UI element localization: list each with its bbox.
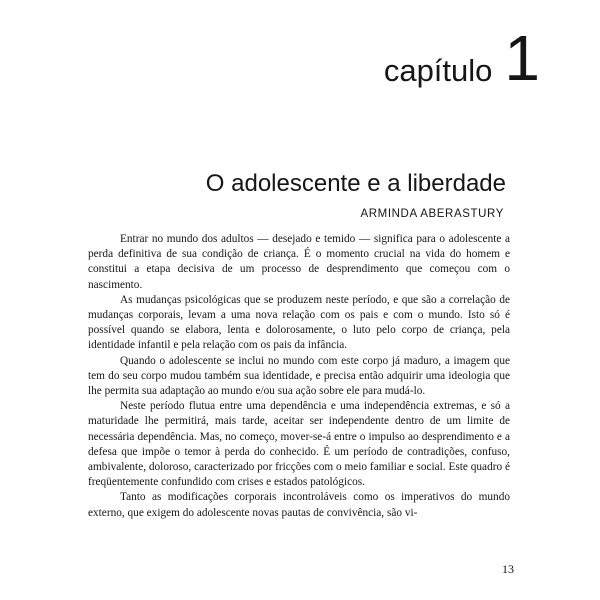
paragraph: Entrar no mundo dos adultos — desejado e temido — significa para o adolescente a perda definitiva de sua condição de criança. É o momento crucial na vida do homem e constitui a etapa decisiva de um processo de desprendimento que começou com o nascimento. (88, 233, 510, 291)
chapter-title: O adolescente e a liberdade (205, 170, 506, 197)
chapter-heading (383, 22, 540, 94)
page-number: 13 (502, 562, 514, 576)
body-text (88, 232, 510, 521)
paragraph: Neste período flutua entre uma dependência e uma independência extremas, e só a maturidade lhe permitirá, mais tarde, aceitar ser independente dentro de um limite de necessária dependência. Mas, no começo, mover-se-á entre o impulso ao desprendimento e a defesa que impõe o temor à perda do conhecido. É um período de contradições, confuso, ambivalente, doloroso, caracterizado por fricções com o meio familiar e social. Este quadro é freqüentemente confundido com crises e estados patológicos. (88, 400, 510, 489)
paragraph: As mudanças psicológicas que se produzem neste período, e que são a correlação de mudanças corporais, levam a uma nova relação com os pais e com o mundo. Isto só é possível quando se elabora, lenta e dolorosamente, o luto pelo corpo de criança, pela identidade infantil e pela relação com os pais da infância. (88, 293, 510, 352)
chapter-number: 1 (504, 22, 540, 94)
paragraph: Tanto as modificações corporais incontroláveis como os imperativos do mundo externo, que exigem do adolescente novas pautas de convivência, são vi- (88, 491, 510, 519)
author-name: ARMINDA ABERASTURY (360, 208, 504, 220)
chapter-label: capítulo (383, 53, 493, 88)
paragraph: Quando o adolescente se inclui no mundo com este corpo já maduro, a imagem que tem do seu corpo mudou também sua identidade, e precisa então adquirir uma ideologia que lhe permita sua adaptação ao mundo e/ou sua ação sobre ele para mudá-lo. (88, 354, 510, 398)
